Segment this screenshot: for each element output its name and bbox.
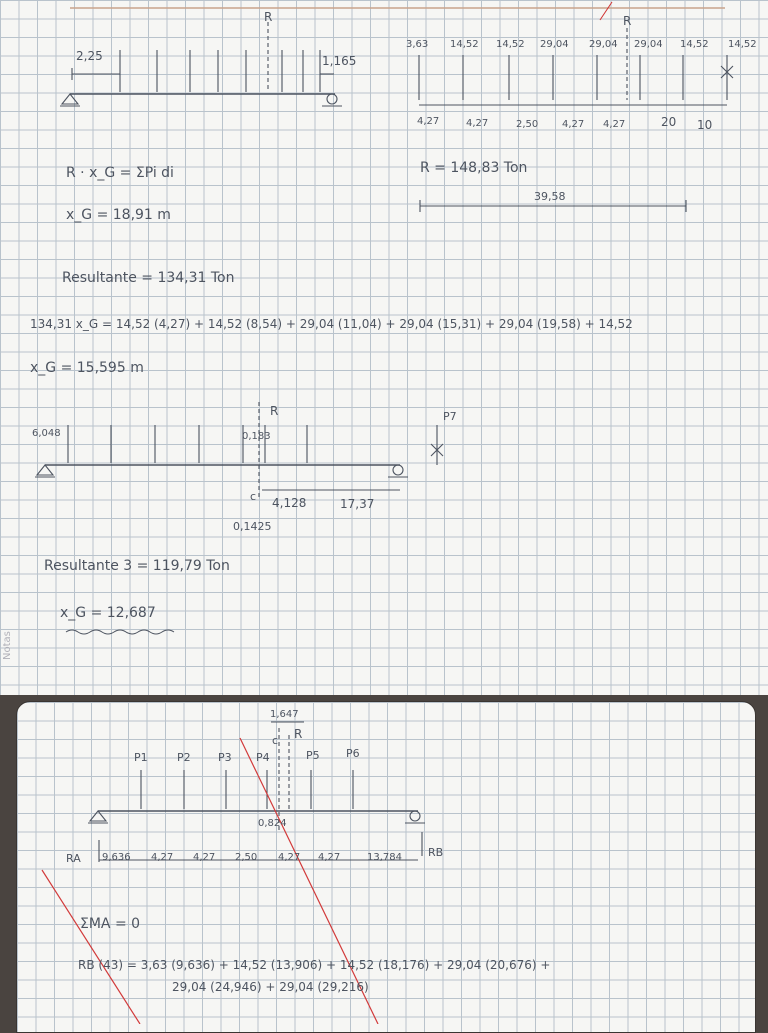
d4-spacing-3: 4,27 [193,852,216,863]
margin-word: Notas [2,631,13,660]
d2-load-3: 14,52 [496,39,525,50]
equation-rb: RB (43) = 3,63 (9,636) + 14,52 (13,906) + 14,52 (18,176) + 29,04 (20,676) + [78,958,551,972]
d4-r-label: R [294,727,303,741]
equation-xg-3: x_G = 12,687 [60,605,156,621]
d4-spacing-7: 13,784 [367,852,402,863]
d3-dim-mid: 0,183 [242,431,271,442]
d4-rb-label: RB [428,846,444,859]
d2-load-7: 14,52 [680,39,709,50]
d4-p3: P3 [218,751,232,764]
d4-p4: P4 [256,751,270,764]
d4-spacing-6: 4,27 [318,852,341,863]
d2-resultant: R = 148,83 Ton [420,160,528,176]
d1-dim-left: 2,25 [76,49,103,63]
d4-spacing-5: 4,27 [278,852,301,863]
d2-r-label: R [623,14,632,28]
d2-load-1: 3,63 [406,39,429,50]
equation-rb-cont: 29,04 (24,946) + 29,04 (29,216) [172,980,369,994]
equation-sum: 134,31 x_G = 14,52 (4,27) + 14,52 (8,54) + 29,04 (11,04) + 29,04 (15,31) + 29,04 (19,58) + 14,52 [30,317,633,331]
equation-resultant-3: Resultante 3 = 119,79 Ton [44,558,230,574]
d4-spacing-4: 2,50 [235,852,258,863]
d2-spacing-1: 4,27 [417,116,440,127]
d2-span: 39,58 [534,190,566,203]
d4-dim-top: 1,647 [270,709,299,720]
equation-resultant: Resultante = 134,31 Ton [62,270,235,286]
d4-p6: P6 [346,747,360,760]
d2-load-2: 14,52 [450,39,479,50]
d3-dim-2: 17,37 [340,497,375,511]
d2-spacing-7: 10 [697,118,713,132]
d2-spacing-2: 4,27 [466,118,489,129]
d2-spacing-6: 20 [661,115,677,129]
equation-xg-2: x_G = 15,595 m [30,360,144,376]
d3-dim-left: 6,048 [32,428,61,439]
d4-mid-dim: 0,824 [258,818,287,829]
d1-r-label: R [264,10,273,24]
d4-p5: P5 [306,749,320,762]
d4-c-label: c [272,734,279,747]
d3-dim-3: 0,1425 [233,520,272,533]
equation-xg-1: x_G = 18,91 m [66,207,171,223]
d3-p7-label: P7 [443,410,457,423]
d3-dim-1: 4,128 [272,496,307,510]
d2-spacing-5: 4,27 [603,119,626,130]
d2-spacing-3: 2,50 [516,119,539,130]
d4-p1: P1 [134,751,148,764]
d2-spacing-4: 4,27 [562,119,585,130]
d3-c-label: c [250,490,257,503]
d4-spacing-1: 9,636 [102,852,131,863]
d2-load-6: 29,04 [634,39,663,50]
d2-load-4: 29,04 [540,39,569,50]
d2-load-5: 29,04 [589,39,618,50]
d4-ra-label: RA [66,852,81,865]
d3-r-label: R [270,404,279,418]
equation-moment: R · x_G = ΣPi di [66,165,174,181]
d1-dim-right: 1,165 [322,54,357,68]
d2-load-8: 14,52 [728,39,757,50]
equation-sum-moments: ΣMA = 0 [80,916,141,932]
d4-p2: P2 [177,751,191,764]
d4-spacing-2: 4,27 [151,852,174,863]
